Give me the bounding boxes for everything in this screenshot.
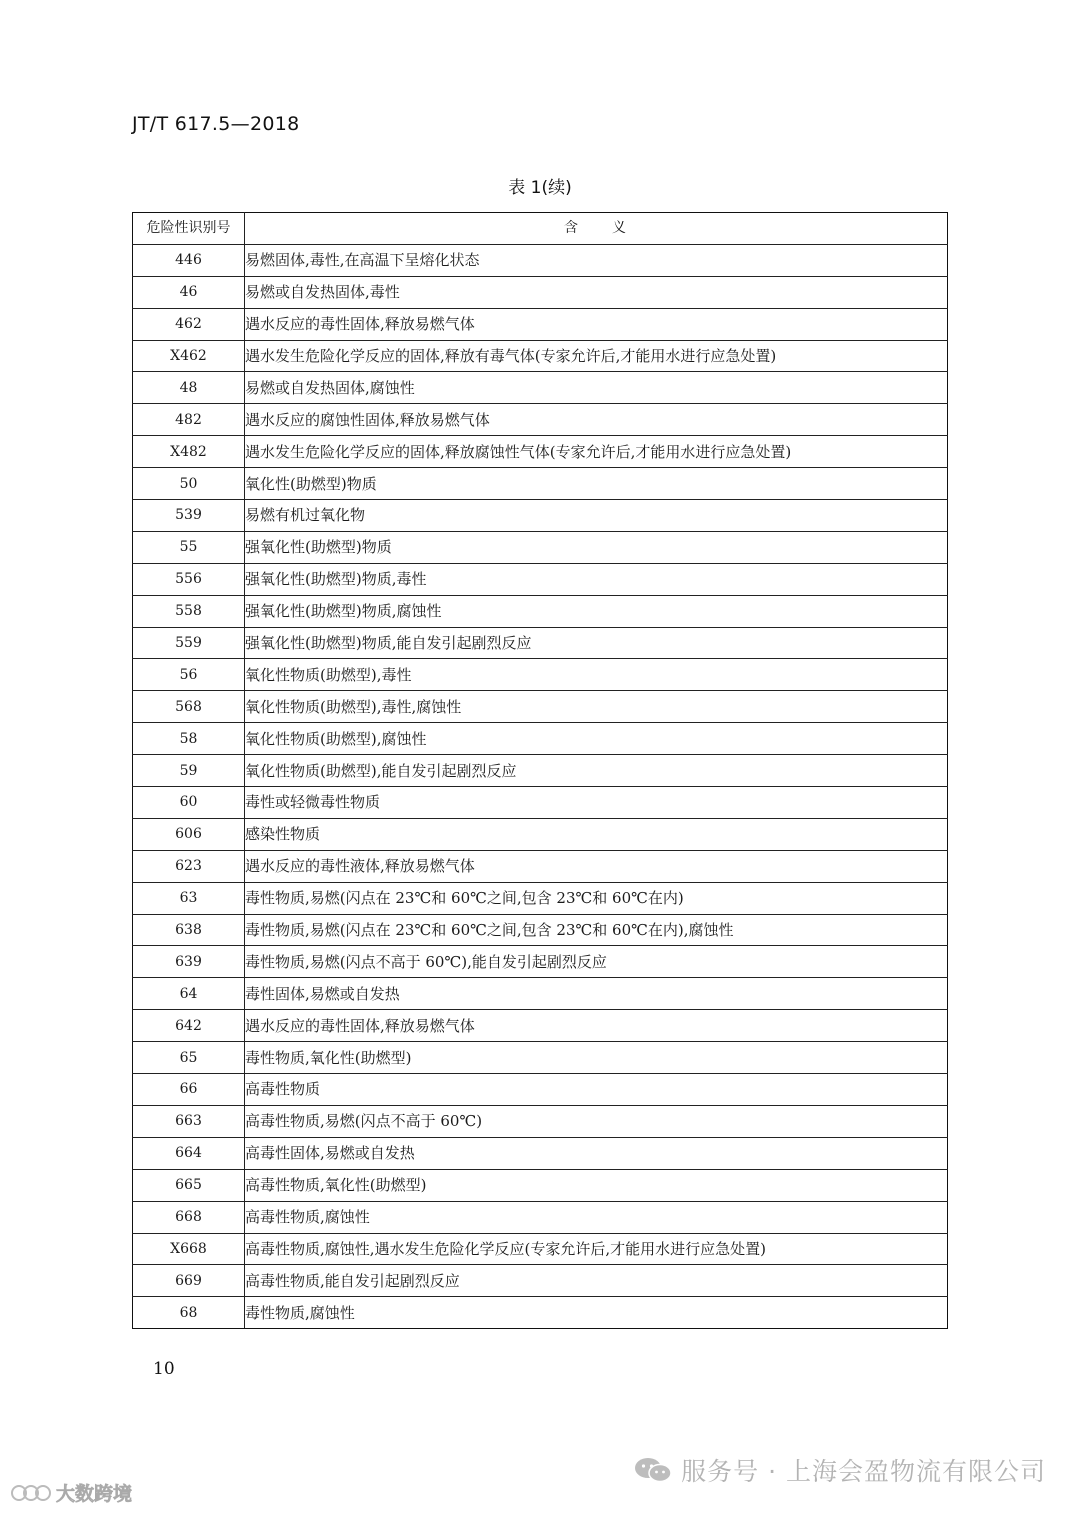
hazard-code-cell: 446 (133, 244, 245, 276)
wechat-icon (633, 1455, 673, 1485)
hazard-meaning-cell: 遇水发生危险化学反应的固体,释放有毒气体(专家允许后,才能用水进行应急处置) (245, 340, 948, 372)
page-number: 10 (153, 1359, 175, 1379)
hazard-meaning-cell: 易燃有机过氧化物 (245, 500, 948, 532)
table-row (133, 372, 948, 404)
hazard-code-cell: 638 (133, 914, 245, 946)
hazard-code-cell: 65 (133, 1042, 245, 1074)
table-row (133, 308, 948, 340)
hazard-code-cell: 665 (133, 1169, 245, 1201)
hazard-meaning-cell: 毒性物质,腐蚀性 (245, 1297, 948, 1329)
hazard-code-cell: 558 (133, 595, 245, 627)
hazard-identification-table (132, 212, 948, 1329)
hazard-code-cell: 669 (133, 1265, 245, 1297)
hazard-meaning-cell: 高毒性物质,氧化性(助燃型) (245, 1169, 948, 1201)
hazard-code-cell: 59 (133, 755, 245, 787)
table-row (133, 244, 948, 276)
table-row (133, 1233, 948, 1265)
hazard-code-cell: 606 (133, 818, 245, 850)
table-row (133, 723, 948, 755)
hazard-meaning-cell: 毒性物质,易燃(闪点不高于 60℃),能自发引起剧烈反应 (245, 946, 948, 978)
hazard-code-cell: 668 (133, 1201, 245, 1233)
hazard-meaning-cell: 感染性物质 (245, 818, 948, 850)
table-row (133, 1297, 948, 1329)
table-row (133, 404, 948, 436)
hazard-meaning-cell: 高毒性物质,能自发引起剧烈反应 (245, 1265, 948, 1297)
hazard-meaning-cell: 氧化性物质(助燃型),毒性,腐蚀性 (245, 691, 948, 723)
right-watermark (633, 1452, 1046, 1488)
table-row (133, 659, 948, 691)
hazard-code-cell: 46 (133, 276, 245, 308)
hazard-meaning-cell: 高毒性固体,易燃或自发热 (245, 1137, 948, 1169)
hazard-code-cell: 482 (133, 404, 245, 436)
right-watermark-text: 服务号 · 上海会盈物流有限公司 (681, 1457, 1046, 1486)
hazard-code-cell: X462 (133, 340, 245, 372)
hazard-code-cell: 58 (133, 723, 245, 755)
table-row (133, 946, 948, 978)
hazard-meaning-cell: 毒性固体,易燃或自发热 (245, 978, 948, 1010)
hazard-code-cell: 56 (133, 659, 245, 691)
table-row (133, 276, 948, 308)
table-row (133, 691, 948, 723)
hazard-meaning-cell: 高毒性物质,易燃(闪点不高于 60℃) (245, 1105, 948, 1137)
hazard-code-cell: 539 (133, 500, 245, 532)
hazard-meaning-cell: 易燃或自发热固体,腐蚀性 (245, 372, 948, 404)
column-header-meaning: 含 义 (245, 213, 948, 245)
hazard-code-cell: 623 (133, 850, 245, 882)
table-row (133, 1265, 948, 1297)
table-row (133, 787, 948, 819)
table-row (133, 595, 948, 627)
hazard-meaning-cell: 毒性物质,易燃(闪点在 23℃和 60℃之间,包含 23℃和 60℃在内),腐蚀性 (245, 914, 948, 946)
table-row (133, 850, 948, 882)
table-row (133, 1010, 948, 1042)
table-row (133, 818, 948, 850)
hazard-code-cell: 66 (133, 1074, 245, 1106)
table-row (133, 755, 948, 787)
hazard-meaning-cell: 氧化性物质(助燃型),毒性 (245, 659, 948, 691)
small-logo-icon (10, 1482, 52, 1504)
hazard-meaning-cell: 高毒性物质,腐蚀性 (245, 1201, 948, 1233)
table-row (133, 627, 948, 659)
standard-code-header: JT/T 617.5—2018 (132, 113, 300, 135)
hazard-meaning-cell: 遇水反应的毒性固体,释放易燃气体 (245, 308, 948, 340)
table-row (133, 1074, 948, 1106)
hazard-code-cell: 63 (133, 882, 245, 914)
hazard-code-cell: 559 (133, 627, 245, 659)
hazard-code-cell: 462 (133, 308, 245, 340)
hazard-meaning-cell: 强氧化性(助燃型)物质,能自发引起剧烈反应 (245, 627, 948, 659)
hazard-code-cell: 639 (133, 946, 245, 978)
hazard-code-cell: 48 (133, 372, 245, 404)
hazard-code-cell: 568 (133, 691, 245, 723)
table-caption: 表 1(续) (508, 178, 572, 198)
table-row (133, 882, 948, 914)
hazard-meaning-cell: 遇水反应的腐蚀性固体,释放易燃气体 (245, 404, 948, 436)
hazard-code-cell: X668 (133, 1233, 245, 1265)
table-row (133, 1042, 948, 1074)
hazard-code-cell: 68 (133, 1297, 245, 1329)
left-watermark (10, 1479, 132, 1506)
hazard-code-cell: 64 (133, 978, 245, 1010)
hazard-code-cell: 50 (133, 468, 245, 500)
table-row (133, 978, 948, 1010)
table-row (133, 340, 948, 372)
hazard-meaning-cell: 强氧化性(助燃型)物质,腐蚀性 (245, 595, 948, 627)
hazard-code-cell: 664 (133, 1137, 245, 1169)
hazard-meaning-cell: 遇水发生危险化学反应的固体,释放腐蚀性气体(专家允许后,才能用水进行应急处置) (245, 436, 948, 468)
hazard-meaning-cell: 高毒性物质 (245, 1074, 948, 1106)
hazard-meaning-cell: 高毒性物质,腐蚀性,遇水发生危险化学反应(专家允许后,才能用水进行应急处置) (245, 1233, 948, 1265)
hazard-code-cell: 60 (133, 787, 245, 819)
column-header-code: 危险性识别号 (133, 213, 245, 245)
hazard-meaning-cell: 易燃固体,毒性,在高温下呈熔化状态 (245, 244, 948, 276)
table-row (133, 1169, 948, 1201)
hazard-code-cell: 663 (133, 1105, 245, 1137)
hazard-meaning-cell: 氧化性物质(助燃型),能自发引起剧烈反应 (245, 755, 948, 787)
hazard-meaning-cell: 氧化性物质(助燃型),腐蚀性 (245, 723, 948, 755)
table-row (133, 436, 948, 468)
hazard-code-cell: 55 (133, 531, 245, 563)
hazard-meaning-cell: 强氧化性(助燃型)物质,毒性 (245, 563, 948, 595)
table-header-row (133, 213, 948, 245)
table-body (133, 244, 948, 1328)
table-row (133, 563, 948, 595)
table-row (133, 914, 948, 946)
hazard-meaning-cell: 氧化性(助燃型)物质 (245, 468, 948, 500)
hazard-meaning-cell: 遇水反应的毒性液体,释放易燃气体 (245, 850, 948, 882)
hazard-code-cell: X482 (133, 436, 245, 468)
table-row (133, 1137, 948, 1169)
hazard-code-cell: 642 (133, 1010, 245, 1042)
left-watermark-text: 大数跨境 (56, 1483, 133, 1505)
table-row (133, 1201, 948, 1233)
hazard-meaning-cell: 毒性物质,易燃(闪点在 23℃和 60℃之间,包含 23℃和 60℃在内) (245, 882, 948, 914)
hazard-meaning-cell: 毒性物质,氧化性(助燃型) (245, 1042, 948, 1074)
table-row (133, 1105, 948, 1137)
table-row (133, 468, 948, 500)
hazard-code-cell: 556 (133, 563, 245, 595)
hazard-meaning-cell: 遇水反应的毒性固体,释放易燃气体 (245, 1010, 948, 1042)
table-row (133, 531, 948, 563)
table-row (133, 500, 948, 532)
hazard-meaning-cell: 强氧化性(助燃型)物质 (245, 531, 948, 563)
hazard-meaning-cell: 易燃或自发热固体,毒性 (245, 276, 948, 308)
hazard-meaning-cell: 毒性或轻微毒性物质 (245, 787, 948, 819)
